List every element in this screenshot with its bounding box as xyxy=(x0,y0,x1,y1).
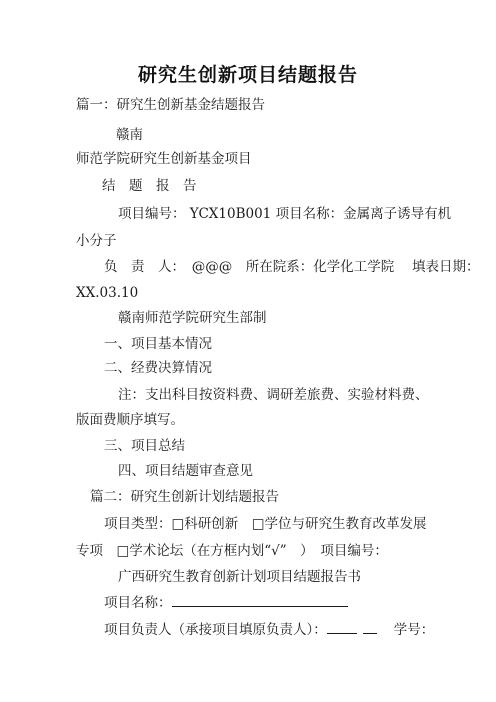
school-name-b: 师范学院研究生创新基金项目 xyxy=(76,151,252,167)
project-leader-row xyxy=(104,621,434,639)
project-name-blank xyxy=(172,594,348,607)
leader-line1: 负 责 人： @@@ 所在院系：化学化工学院 填表日期： xyxy=(104,259,480,275)
project-leader-blank-2 xyxy=(363,621,377,634)
report-title: 结 题 报 告 xyxy=(102,178,197,194)
leader-line2: XX.03.10 xyxy=(76,285,139,301)
project-type-line1: 项目类型：□科研创新 □学位与研究生教育改革发展 xyxy=(104,516,427,532)
project-info-line1: 项目编号： YCX10B001 项目名称：金属离子诱导有机 xyxy=(118,206,452,222)
section-item-2: 二、经费决算情况 xyxy=(104,360,212,376)
book-title: 广西研究生教育创新计划项目结题报告书 xyxy=(118,569,361,585)
school-name-a: 赣南 xyxy=(116,127,143,143)
section-item-4: 四、项目结题审查意见 xyxy=(118,463,253,479)
project-leader-blank-1 xyxy=(327,621,357,634)
note-line1: 注：支出科目按资料费、调研差旅费、实验材料费、 xyxy=(118,387,429,403)
project-leader-label: 项目负责人（承接项目填原负责人）： xyxy=(104,622,327,638)
student-number-label: 学号： xyxy=(393,622,435,638)
project-name-label: 项目名称： xyxy=(104,595,172,611)
project-name-row xyxy=(104,594,348,612)
section-item-1: 一、项目基本情况 xyxy=(104,336,212,352)
note-line2: 版面费顺序填写。 xyxy=(76,412,184,428)
part2-heading: 篇二：研究生创新计划结题报告 xyxy=(90,489,279,505)
issuer-line: 赣南师范学院研究生部制 xyxy=(118,310,267,326)
section-item-3: 三、项目总结 xyxy=(104,438,185,454)
project-type-line2: 专项 □学术论坛（在方框内划“√” ） 项目编号： xyxy=(76,543,388,559)
page-title: 研究生创新项目结题报告 xyxy=(137,64,358,86)
part1-heading: 篇一：研究生创新基金结题报告 xyxy=(76,97,265,113)
project-info-line2: 小分子 xyxy=(76,233,117,249)
